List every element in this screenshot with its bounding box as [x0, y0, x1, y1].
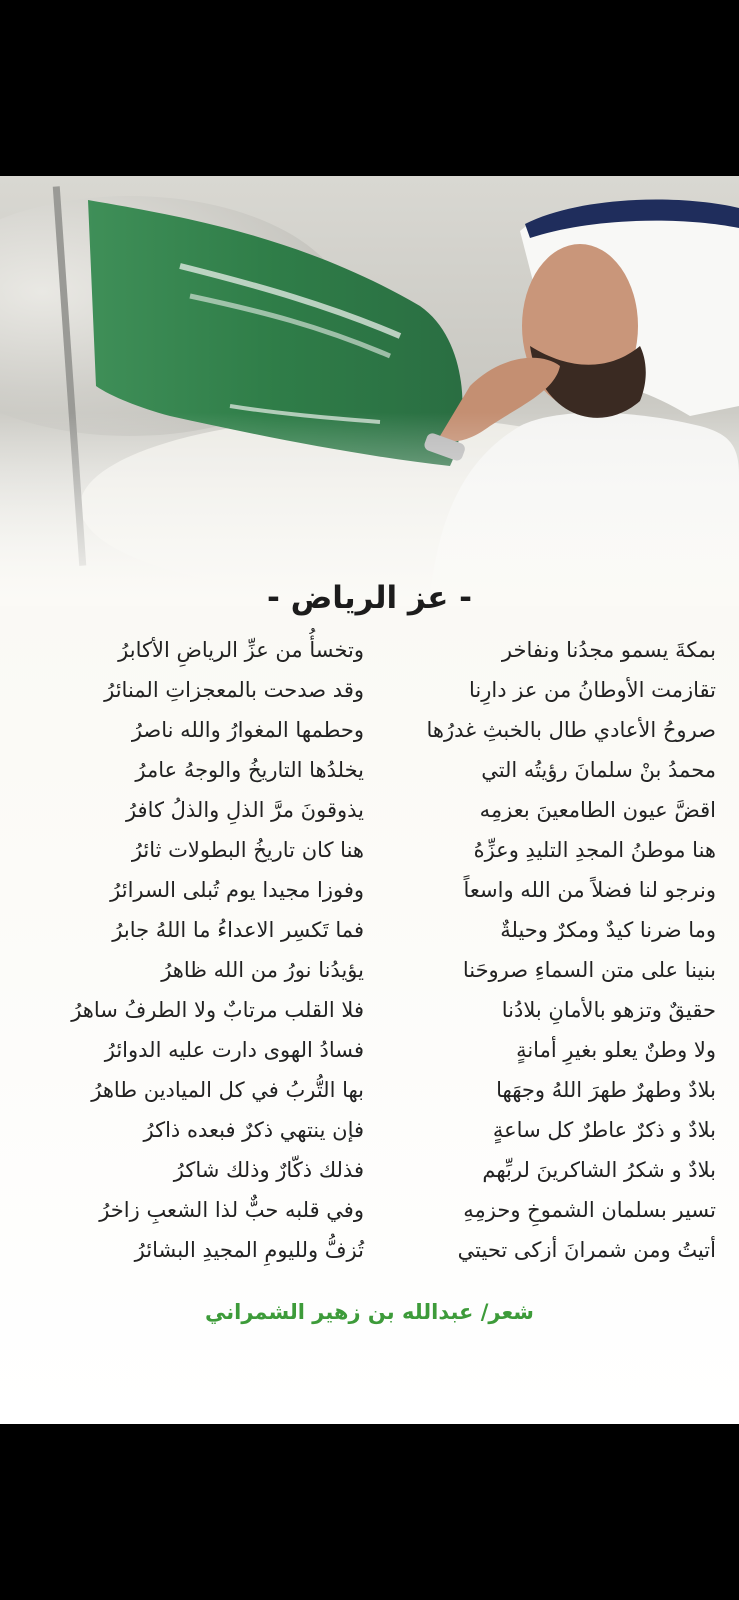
verse-first-half: بلادٌ وطهرٌ طهرَ اللهُ وجهَها	[496, 1078, 716, 1102]
verse-row	[24, 1190, 720, 1230]
verse-second-half: تُزفُّ ولليومِ المجيدِ البشائرُ	[134, 1238, 364, 1262]
verse-second-half: فسادُ الهوى دارت عليه الدوائرُ	[104, 1038, 364, 1062]
verse-first-half: ونرجو لنا فضلاً من الله واسعاً	[463, 878, 716, 902]
verse-second-half: هنا كان تاريخُ البطولات ثائرُ	[131, 838, 364, 862]
verse-row	[24, 670, 720, 710]
verse-first-half: تقازمت الأوطانُ من عز دارِنا	[469, 678, 716, 702]
verse-row	[24, 950, 720, 990]
verse-second-half: يذوقونَ مرَّ الذلِ والذلُ كافرُ	[125, 798, 364, 822]
verse-row	[24, 1230, 720, 1270]
verse-row	[24, 990, 720, 1030]
verse-first-half: بنينا على متن السماءِ صروحَنا	[462, 958, 716, 982]
verse-second-half: وتخسأُ من عزِّ الرياضِ الأكابرُ	[118, 638, 364, 662]
verse-first-half: حقيقٌ وتزهو بالأمانِ بلادُنا	[501, 998, 716, 1022]
poem-title: - عز الرياض -	[266, 580, 473, 616]
verse-first-half: ولا وطنٌ يعلو بغيرِ أمانةٍ	[516, 1038, 716, 1062]
verse-row	[24, 790, 720, 830]
verse-second-half: وحطمها المغوارُ والله ناصرُ	[131, 718, 364, 742]
verse-second-half: فإن ينتهي ذكرٌ فبعده ذاكرُ	[143, 1118, 364, 1142]
verse-second-half: فذلك ذكّارٌ وذلك شاكرُ	[173, 1158, 364, 1182]
verse-row	[24, 750, 720, 790]
verse-second-half: وفوزا مجيدا يوم تُبلى السرائرُ	[110, 878, 364, 902]
verse-second-half: بها التُّربُ في كل الميادين طاهرُ	[91, 1078, 364, 1102]
verse-first-half: محمدُ بنْ سلمانَ رؤيتُه التي	[481, 758, 716, 782]
verse-first-half: وما ضرنا كيدٌ ومكرٌ وحيلةٌ	[500, 918, 716, 942]
hero-image	[0, 176, 739, 606]
verse-row	[24, 1110, 720, 1150]
verse-first-half: بمكةَ يسمو مجدُنا ونفاخر	[501, 638, 716, 662]
verse-row	[24, 1070, 720, 1110]
poem-poster	[0, 176, 739, 1424]
verse-row	[24, 870, 720, 910]
poem-body	[24, 630, 720, 1270]
verse-row	[24, 710, 720, 750]
hero-illustration	[0, 176, 739, 606]
verse-second-half: فما تَكسِر الاعداءُ ما اللهُ جابرُ	[112, 918, 364, 942]
verse-first-half: أتيتُ ومن شمرانَ أزكى تحيتي	[457, 1238, 716, 1262]
verse-first-half: تسير بسلمان الشموخِ وحزمِهِ	[463, 1198, 716, 1222]
poet-signature: شعر/ عبدالله بن زهير الشمراني	[205, 1300, 534, 1324]
verse-first-half: هنا موطنُ المجدِ التليدِ وعزِّهُ	[473, 838, 716, 862]
verse-row	[24, 1150, 720, 1190]
verse-second-half: يؤيدُنا نورُ من الله ظاهرُ	[161, 958, 364, 982]
verse-second-half: يخلدُها التاريخُ والوجهُ عامرُ	[135, 758, 364, 782]
verse-row	[24, 910, 720, 950]
verse-first-half: اقضَّ عيون الطامعينَ بعزمِه	[479, 798, 716, 822]
verse-first-half: بلادٌ و ذكرٌ عاطرٌ كل ساعةٍ	[492, 1118, 716, 1142]
verse-row	[24, 830, 720, 870]
verse-first-half: صروحُ الأعادي طال بالخبثِ غدرُها	[426, 718, 716, 742]
verse-second-half: وقد صدحت بالمعجزاتِ المنائرُ	[104, 678, 364, 702]
verse-row	[24, 1030, 720, 1070]
verse-first-half: بلادٌ و شكرُ الشاكرينَ لربِّهم	[482, 1158, 716, 1182]
verse-second-half: فلا القلب مرتابٌ ولا الطرفُ ساهرُ	[71, 998, 364, 1022]
verse-row	[24, 630, 720, 670]
verse-second-half: وفي قلبه حبٌّ لذا الشعبِ زاخرُ	[99, 1198, 364, 1222]
